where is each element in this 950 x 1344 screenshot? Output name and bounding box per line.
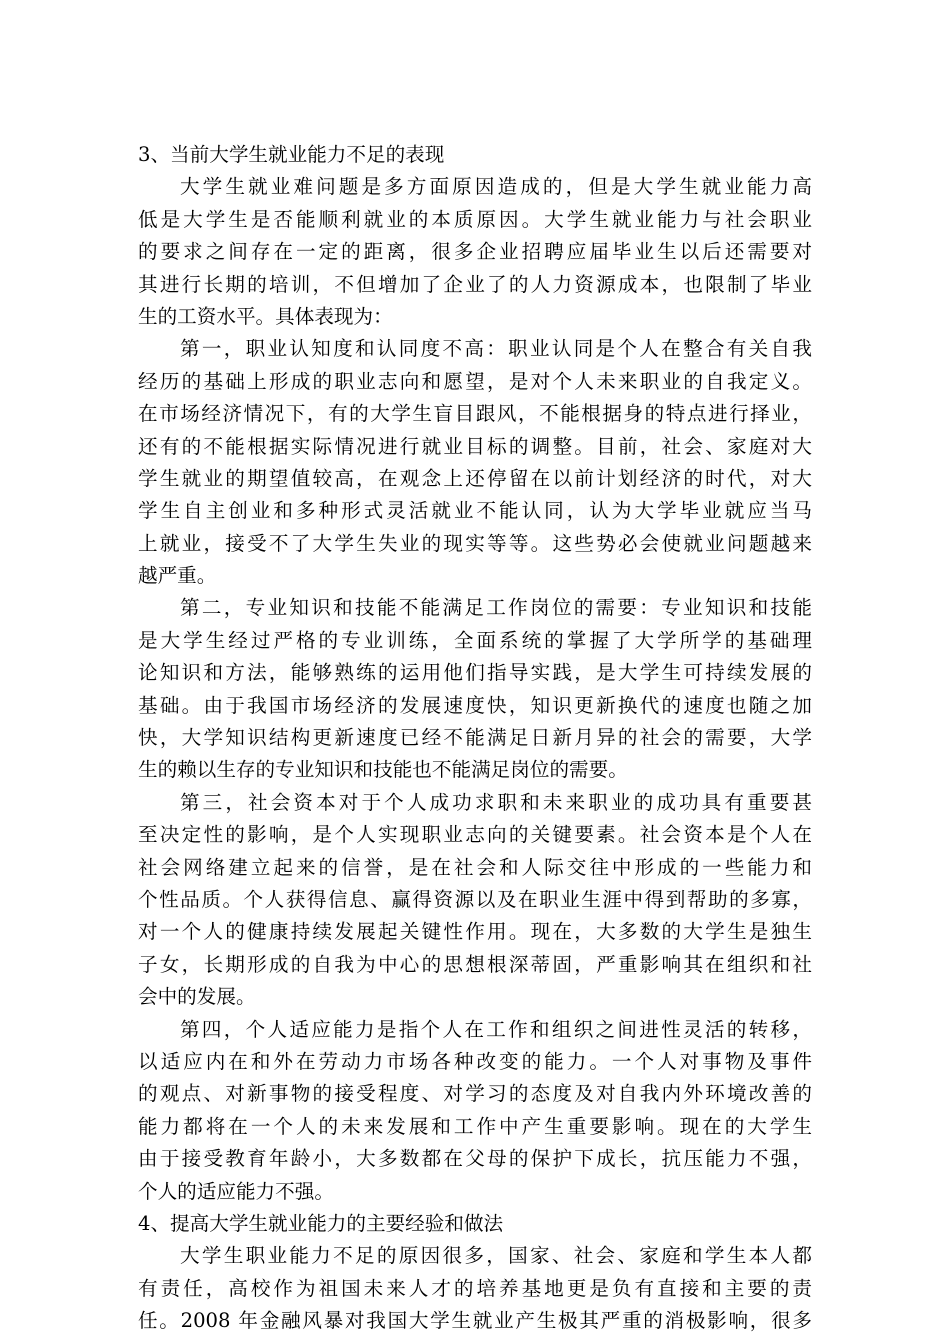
paragraph-line: 学生自主创业和多种形式灵活就业不能认同，认为大学毕业就应当马	[138, 499, 812, 523]
paragraph-line: 能力都将在一个人的未来发展和工作中产生重要影响。现在的大学生	[138, 1114, 812, 1138]
paragraph-line: 以适应内在和外在劳动力市场各种改变的能力。一个人对事物及事件	[138, 1049, 812, 1073]
paragraph-line: 大学生职业能力不足的原因很多，国家、社会、家庭和学生本人都	[180, 1244, 812, 1268]
paragraph-line: 任。2008 年金融风暴对我国大学生就业产生极其严重的消极影响，很多	[138, 1309, 812, 1333]
section-heading: 4、提高大学生就业能力的主要经验和做法	[138, 1211, 504, 1235]
paragraph-line: 对一个人的健康持续发展起关键性作用。现在，大多数的大学生是独生	[138, 920, 812, 944]
paragraph-line: 低是大学生是否能顺利就业的本质原因。大学生就业能力与社会职业	[138, 207, 812, 231]
paragraph-line: 的观点、对新事物的接受程度、对学习的态度及对自我内外环境改善的	[138, 1082, 812, 1106]
paragraph-line: 子女，长期形成的自我为中心的思想根深蒂固，严重影响其在组织和社	[138, 952, 812, 976]
paragraph-line: 第二，专业知识和技能不能满足工作岗位的需要：专业知识和技能	[180, 596, 812, 620]
paragraph-line: 个人的适应能力不强。	[138, 1179, 334, 1203]
paragraph-line: 论知识和方法，能够熟练的运用他们指导实践，是大学生可持续发展的	[138, 661, 812, 685]
paragraph-line: 大学生就业难问题是多方面原因造成的，但是大学生就业能力高	[180, 175, 812, 199]
paragraph-line: 第一，职业认知度和认同度不高：职业认同是个人在整合有关自我	[180, 337, 812, 361]
paragraph-line: 学生就业的期望值较高，在观念上还停留在以前计划经济的时代，对大	[138, 466, 812, 490]
section-heading: 3、当前大学生就业能力不足的表现	[138, 143, 445, 166]
paragraph-line: 个性品质。个人获得信息、赢得资源以及在职业生涯中得到帮助的多寡，	[138, 887, 812, 911]
paragraph-line: 会中的发展。	[138, 985, 256, 1009]
paragraph-line: 社会网络建立起来的信誉，是在社会和人际交往中形成的一些能力和	[138, 855, 812, 879]
paragraph-line: 其进行长期的培训，不但增加了企业了的人力资源成本，也限制了毕业	[138, 272, 812, 296]
paragraph-line: 有责任，高校作为祖国未来人才的培养基地更是负有直接和主要的责	[138, 1276, 812, 1300]
paragraph-line: 在市场经济情况下，有的大学生盲目跟风，不能根据身的特点进行择业，	[138, 402, 812, 426]
paragraph-line: 越严重。	[138, 564, 217, 588]
paragraph-line: 是大学生经过严格的专业训练，全面系统的掌握了大学所学的基础理	[138, 628, 812, 652]
paragraph-line: 的要求之间存在一定的距离，很多企业招聘应届毕业生以后还需要对	[138, 240, 812, 264]
paragraph-line: 还有的不能根据实际情况进行就业目标的调整。目前，社会、家庭对大	[138, 434, 812, 458]
paragraph-line: 基础。由于我国市场经济的发展速度快，知识更新换代的速度也随之加	[138, 693, 812, 717]
paragraph-line: 快，大学知识结构更新速度已经不能满足日新月异的社会的需要，大学	[138, 726, 812, 750]
paragraph-line: 第四，个人适应能力是指个人在工作和组织之间进性灵活的转移，	[180, 1017, 812, 1041]
paragraph-line: 第三，社会资本对于个人成功求职和未来职业的成功具有重要甚	[180, 790, 812, 814]
document-body	[138, 139, 812, 1337]
paragraph-line: 上就业，接受不了大学生失业的现实等等。这些势必会使就业问题越来	[138, 531, 812, 555]
paragraph-line: 由于接受教育年龄小，大多数都在父母的保护下成长，抗压能力不强，	[138, 1147, 812, 1171]
paragraph-line: 至决定性的影响，是个人实现职业志向的关键要素。社会资本是个人在	[138, 823, 812, 847]
paragraph-line: 经历的基础上形成的职业志向和愿望，是对个人未来职业的自我定义。	[138, 369, 812, 393]
paragraph-line: 生的赖以生存的专业知识和技能也不能满足岗位的需要。	[138, 758, 628, 782]
paragraph-line: 生的工资水平。具体表现为：	[138, 304, 393, 328]
